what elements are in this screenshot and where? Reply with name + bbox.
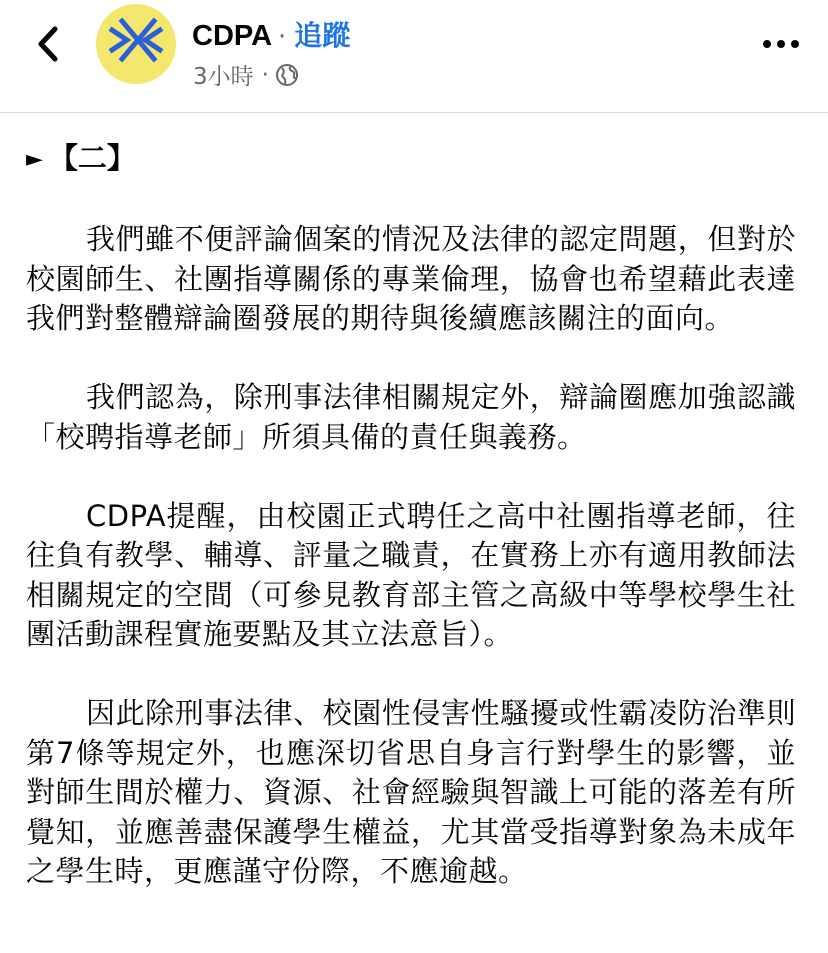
meta-separator: · [261, 61, 269, 88]
post-body [26, 138, 796, 931]
post-time[interactable]: 3小時 [193, 64, 254, 90]
chevron-left-icon [36, 25, 60, 63]
paragraph-3: CDPA提醒，由校園正式聘任之高中社團指導老師，往往負有教學、輔導、評量之職責，在實務上亦有適用教師法相關規定的空間（可參見教育部主管之高級中等學校學生社團活動課程實施要點及其立法意旨）。 [26, 498, 796, 651]
section-title: 【二】 [48, 141, 136, 175]
page-name[interactable]: CDPA [192, 20, 273, 52]
more-options-button[interactable] [760, 30, 802, 58]
more-horizontal-icon [762, 39, 800, 49]
paragraph-1: 我們雖不便評論個案的情況及法律的認定問題，但對於校園師生、社團指導關係的專業倫理，協會也希望藉此表達我們對整體辯論圈發展的期待與後續應該關注的面向。 [26, 222, 796, 335]
post-header [0, 0, 828, 113]
cdpa-logo [96, 4, 176, 84]
arrow-marker-icon: ► [26, 147, 43, 172]
paragraph-2: 我們認為，除刑事法律相關規定外，辯論圈應加強認識「校聘指導老師」所須具備的責任與義務。 [26, 380, 796, 454]
section-heading [26, 138, 796, 180]
globe-icon [275, 63, 299, 87]
avatar[interactable] [96, 4, 176, 84]
back-button[interactable] [30, 24, 66, 64]
name-separator: · [278, 22, 287, 52]
follow-button[interactable]: 追蹤 [294, 19, 351, 52]
paragraph-4: 因此除刑事法律、校園性侵害性騷擾或性霸凌防治準則第7條等規定外，也應深切省思自身言行對學生的影響，並對師生間於權力、資源、社會經驗與智識上可能的落差有所覺知，並應善盡保護學生權益，尤其當受指導對象為未成年之學生時，更應謹守份際，不應逾越。 [26, 696, 796, 888]
